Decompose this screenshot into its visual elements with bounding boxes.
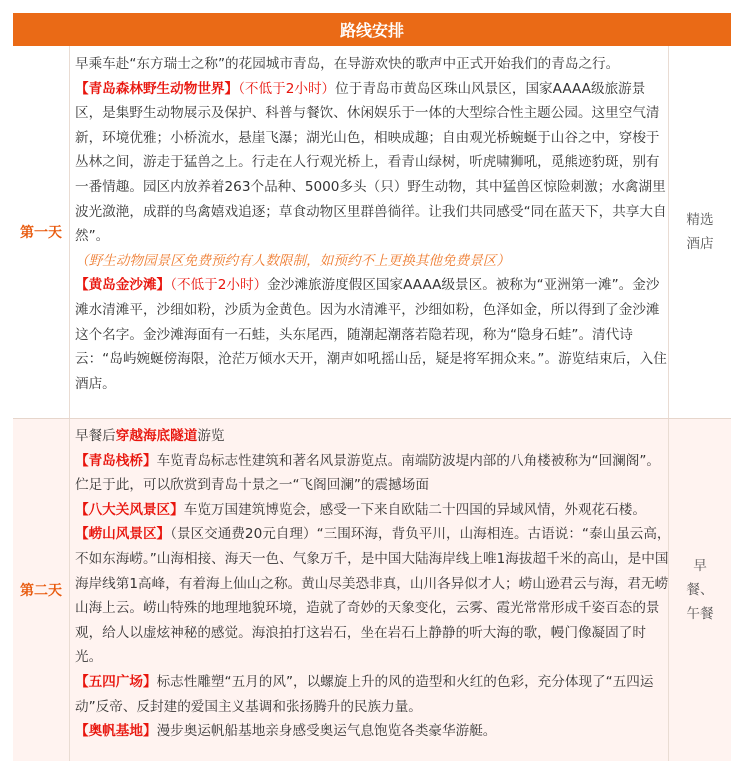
section-text: 标志性雕塑“五月的风”，以螺旋上升的风的造型和火红的色彩，充分体现了“五四运动”反帝、反封建的爱国主义基调和张扬腾升的民族力量。 <box>75 673 654 715</box>
section-olympic-sailing <box>75 719 671 744</box>
section-title: 【五四广场】 <box>75 673 157 690</box>
reservation-note: （野生动物园景区免费预约有人数限制，如预约不上更换其他免费景区） <box>75 252 510 269</box>
section-badaguan <box>75 498 671 523</box>
meal-cell <box>668 46 731 418</box>
intro-prefix: 早餐后 <box>75 428 116 444</box>
section-text: 位于青岛市黄岛区珠山风景区，国家AAAA级旅游景区，是集野生动物展示及保护、科普与餐饮、休闲娱乐于一体的大型综合性主题公园。这里空气清新，环境优雅；小桥流水，悬崖飞瀑；湖光山色，相映成趣；自由观光桥蜿蜒于山谷之中，穿梭于丛林之间，游走于猛兽之上。行走在人行观光桥上，看青山绿树，听虎啸狮吼，觅熊迹豹斑，别有一番情趣。园区内放养着263个品种、5000多头（只）野生动物，其中猛兽区惊险刺激；水禽湖里波光潋滟，成群的鸟禽嬉戏追逐；草食动物区里群兽徜徉。让我们共同感受“同在蓝天下，共享大自然”。 <box>75 80 667 245</box>
day-row-2 <box>13 419 731 761</box>
meal-text: 精选酒店 <box>686 212 714 252</box>
intro-suffix: 游览 <box>197 428 225 444</box>
section-text: 金沙滩旅游度假区国家AAAA级景区。被称为“亚洲第一滩”。金沙滩水清滩平，沙细如粉，沙质为金黄色。因为水清滩平，沙细如粉，色泽如金，所以得到了金沙滩这个名字。金沙滩海面有一石蛙，头东尾西，随潮起潮落若隐若现，称为“隐身石蛙”。清代诗云：“岛屿婉蜒傍海限，沧茫万倾水天开，潮声如吼摇山岳，疑是将军拥众来。”。游览结束后，入住酒店。 <box>75 277 667 392</box>
section-title: 【奥帆基地】 <box>75 723 157 740</box>
day-content <box>75 424 671 744</box>
day-row-1 <box>13 46 731 419</box>
day-label: 第一天 <box>13 46 70 418</box>
day-label: 第二天 <box>13 419 70 761</box>
section-duration: （不低于2小时） <box>238 80 336 97</box>
section-forest-zoo <box>75 77 671 249</box>
section-title: 【八大关风景区】 <box>75 501 184 518</box>
section-laoshan <box>75 522 671 670</box>
table-header <box>13 13 731 46</box>
day-content <box>75 52 671 396</box>
intro-highlight: 穿越海底隧道 <box>115 428 198 444</box>
day-intro <box>75 424 671 449</box>
section-text: 漫步奥运帆船基地亲身感受奥运气息饱览各类豪华游艇。 <box>156 723 497 740</box>
meal-text: 早餐、午餐 <box>686 558 714 622</box>
header-title: 路线安排 <box>339 21 404 40</box>
section-golden-beach <box>75 273 671 396</box>
section-text: 车览青岛标志性建筑和著名风景游览点。南端防波堤内部的八角楼被称为“回澜阁”。伫足于此，可以欣赏到青岛十景之一“飞阁回澜”的震撼场面 <box>75 452 661 494</box>
section-duration: （不低于2小时） <box>170 277 268 294</box>
section-title: 【崂山风景区】 <box>75 526 171 543</box>
section-title: 【青岛栈桥】 <box>75 452 157 469</box>
section-text: （景区交通费20元自理）“三围环海，背负平川，山海相连。古语说：“泰山虽云高，不如东海崂。”山海相接、海天一色、气象万千，是中国大陆海岸线上唯1海拔超千米的高山，是中国海岸线第1高峰，有着海上仙山之称。黄山尽美恐非真，山川各异似才人；崂山逊君云与海，君无崂山海上云。崂山特殊的地理地貌环境，造就了奇妙的天象变化，云雾、霞光常常形成千姿百态的景观，给人以虚炫神秘的感觉。海浪拍打这岩石，坐在岩石上静静的听大海的歌，幔门像凝固了时光。 <box>75 526 671 666</box>
section-title: 【黄岛金沙滩】 <box>75 277 171 294</box>
section-may-fourth-square <box>75 670 671 719</box>
meal-cell <box>668 419 731 761</box>
day-intro: 早乘车赴“东方瑞士之称”的花园城市青岛，在导游欢快的歌声中正式开始我们的青岛之行。 <box>75 56 620 72</box>
section-trestle-bridge <box>75 449 671 498</box>
section-title: 【青岛森林野生动物世界】 <box>75 80 239 97</box>
section-text: 车览万国建筑博览会，感受一下来自欧陆二十四国的异域风情，外观花石楼。 <box>183 501 646 518</box>
